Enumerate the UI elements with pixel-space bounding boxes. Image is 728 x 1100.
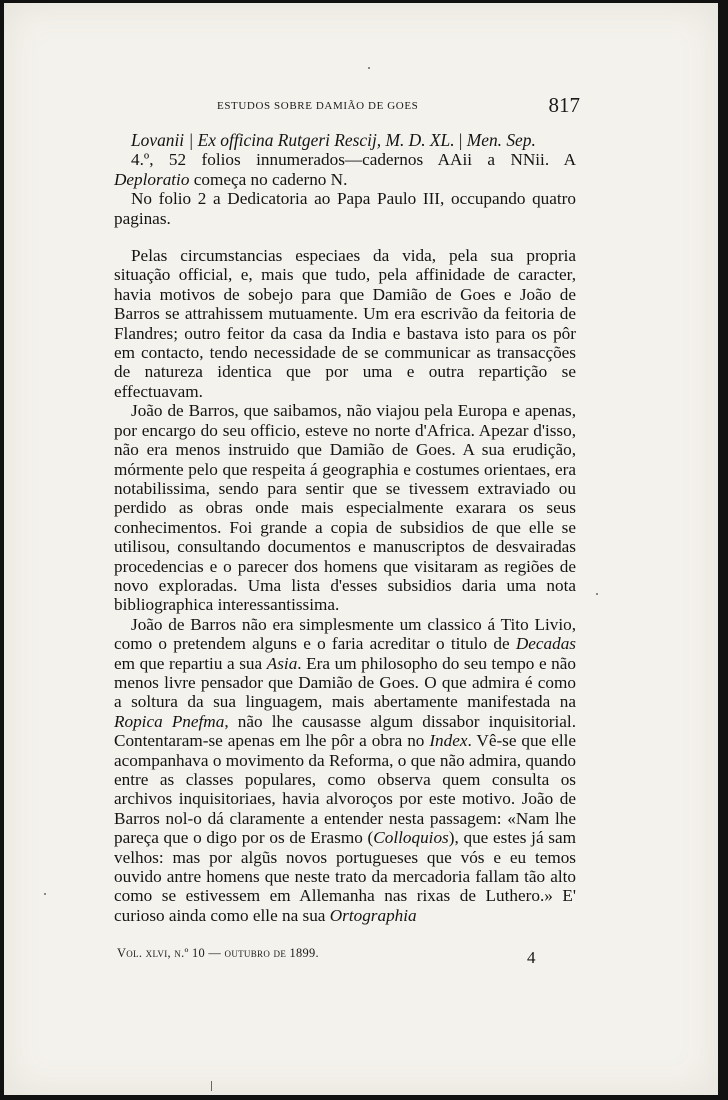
book-page xyxy=(4,3,718,1095)
paragraph-circumstances: Pelas circumstancias especiaes da vida, pela sua propria situação official, e, mais que tudo, pela affinidade de caracter, havia motivos de sobejo para que Damião de Goes e João de Barros se attrahissem mutuamente. Um era escrivão da feitoria de Flandres; outro feitor da casa da India e bastava isto para os pôr em contacto, tendo necessidade de se communicar as transacções de natureza identica que por uma e outra repartição se effectuavam. xyxy=(114,246,576,401)
signature-mark: 4 xyxy=(527,948,536,967)
volume-line: Vol. xlvi, n.º 10 — outubro de 1899. xyxy=(117,946,319,960)
paragraph-colophon: Lovanii | Ex officina Rutgeri Rescij, M. D. XL. | Men. Sep. xyxy=(131,130,536,150)
page-body xyxy=(114,131,576,925)
paper-speck xyxy=(596,593,598,595)
paper-speck xyxy=(368,67,370,69)
paragraph-barros-philosopher: João de Barros não era simplesmente um classico á Tito Livio, como o pretendem alguns e o faria acreditar o titulo de Decadas em que repartiu a sua Asia. Era um philosopho do seu tempo e não menos livre pensador que Damião de Goes. O que admira é como a soltura da sua linguagem, mais abertamente manifestada na Ropica Pnefma, não lhe causasse algum dissabor inquisitorial. Contentaram-se apenas em lhe pôr a obra no Index. Vê-se que elle acompanhava o movimento da Reforma, o que não admira, quando entre as classes populares, como observa quem consulta os archivos inquisitoriaes, havia alvoroços por este motivo. João de Barros nol-o dá claramente a entender nesta passagem: «Nam lhe pareça que o digo por os de Erasmo (Colloquios), que estes já sam velhos: mas por algũs novos portugueses que vós e eu temos ouvido antre homens que neste trato da mercadoria fallam tão alto como se estivessem em Allemanha nas rixas de Luthero.» E' curioso ainda como elle na sua Ortographia xyxy=(114,614,577,925)
page-footer xyxy=(117,946,547,968)
paper-speck xyxy=(211,1081,212,1091)
running-title: ESTUDOS SOBRE DAMIÃO DE GOES xyxy=(217,100,419,112)
paragraph-barros-travels: João de Barros, que saibamos, não viajou pela Europa e apenas, por encargo do seu officio, esteve no norte d'Africa. Apezar d'isso, não era menos instruido que Damião de Goes. A sua erudição, mórmente pelo que respeita á geographia e costumes orientaes, era notabilissima, sendo para sentir que se tivessem extraviado ou perdido as obras onde mais especialmente exarara os seus conhecimentos. Foi grande a copia de subsidios de que elle se utilisou, consultando documentos e manuscriptos de desvairadas procedencias e o parecer dos homens que visitaram as regiões de novo exploradas. Uma lista d'esses subsidios daria uma nota bibliographica interessantissima. xyxy=(114,401,576,615)
page-header xyxy=(117,93,580,121)
page-number: 817 xyxy=(548,93,580,117)
paper-speck xyxy=(44,893,46,895)
paragraph-format: 4.º, 52 folios innumerados—cadernos AAii a NNii. A Deploratio começa no caderno N. xyxy=(114,150,576,189)
paragraph-dedication: No folio 2 a Dedicatoria ao Papa Paulo III, occupando quatro paginas. xyxy=(114,189,576,228)
